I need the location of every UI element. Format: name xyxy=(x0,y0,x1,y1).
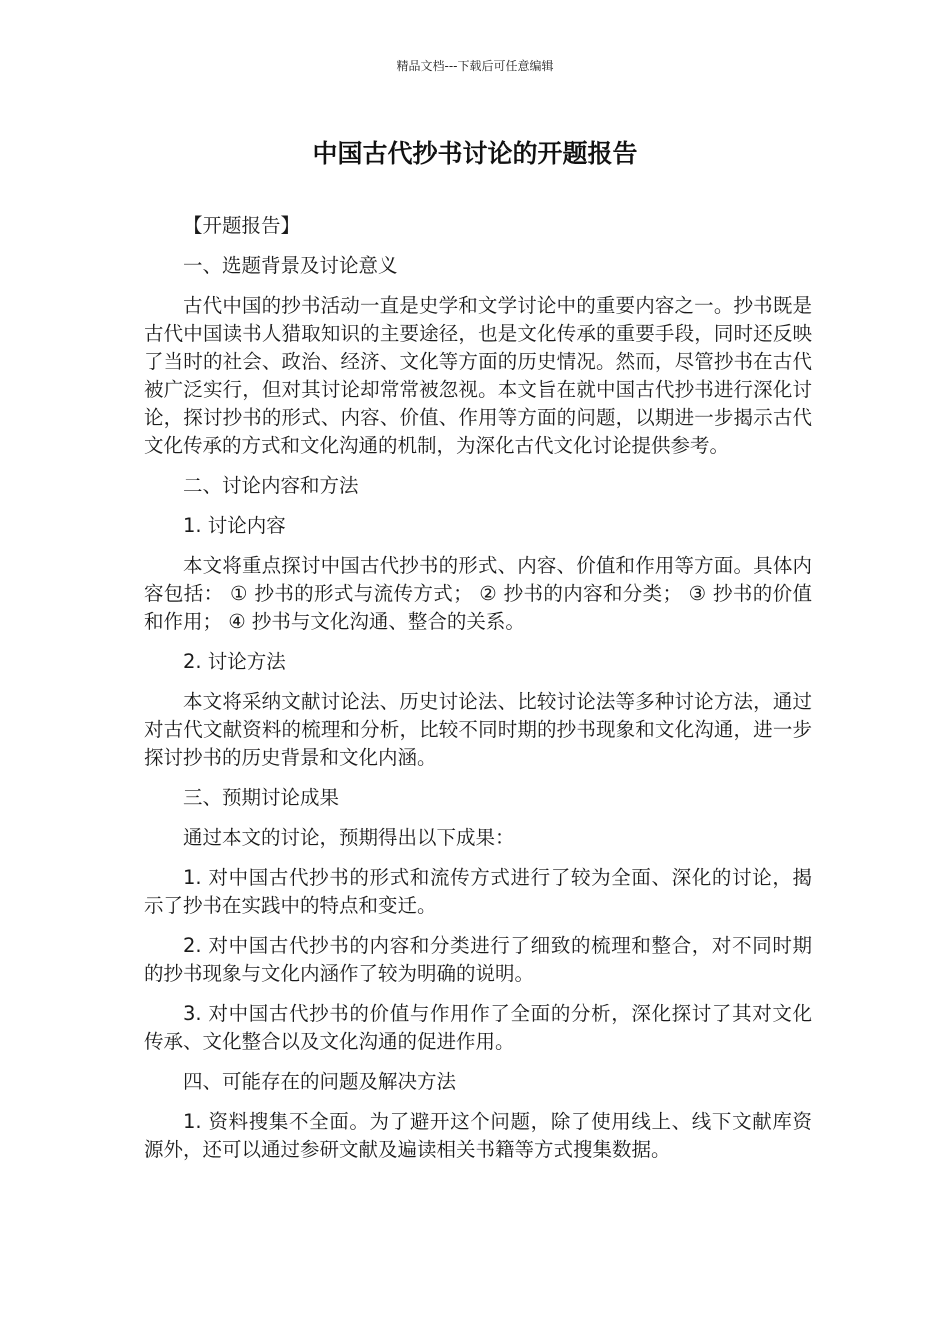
paragraph-results-intro: 通过本文的讨论，预期得出以下成果： xyxy=(183,826,515,849)
paragraph-background: 古代中国的抄书活动一直是史学和文学讨论中的重要内容之一。抄书既是古代中国读书人猎取知识的主要途径，也是文化传承的重要手段，同时还反映了当时的社会、政治、经济、文化等方面的历史情况。然而，尽管抄书在古代被广泛实行，但对其讨论却常常被忽视。本文旨在就中国古代抄书进行深化讨论，探讨抄书的形式、内容、价值、作用等方面的问题，以期进一步揭示古代文化传承的方式和文化沟通的机制，为深化古代文化讨论提供参考。 xyxy=(144,294,812,457)
section-heading-3: 三、预期讨论成果 xyxy=(183,786,340,809)
paragraph-content: 本文将重点探讨中国古代抄书的形式、内容、价值和作用等方面。具体内容包括： ① 抄书的形式与流传方式； ② 抄书的内容和分类； ③ 抄书的价值和作用； ④ 抄书与文化沟通、整合的关系。 xyxy=(144,554,812,633)
subheading-content: 1. 讨论内容 xyxy=(183,514,286,537)
section-heading-2: 二、讨论内容和方法 xyxy=(183,474,359,497)
page-header: 精品文档---下载后可任意编辑 xyxy=(396,59,554,73)
document-title: 中国古代抄书讨论的开题报告 xyxy=(312,139,638,168)
subheading-method: 2. 讨论方法 xyxy=(183,650,286,673)
paragraph-method: 本文将采纳文献讨论法、历史讨论法、比较讨论法等多种讨论方法，通过对古代文献资料的梳理和分析，比较不同时期的抄书现象和文化沟通，进一步探讨抄书的历史背景和文化内涵。 xyxy=(144,690,812,769)
document-body xyxy=(144,212,812,1176)
problem-item-1: 1. 资料搜集不全面。为了避开这个问题，除了使用线上、线下文献库资源外，还可以通过参研文献及遍读相关书籍等方式搜集数据。 xyxy=(144,1110,812,1161)
result-item-2: 2. 对中国古代抄书的内容和分类进行了细致的梳理和整合，对不同时期的抄书现象与文化内涵作了较为明确的说明。 xyxy=(144,934,812,985)
result-item-3: 3. 对中国古代抄书的价值与作用作了全面的分析，深化探讨了其对文化传承、文化整合以及文化沟通的促进作用。 xyxy=(144,1002,812,1053)
section-heading-1: 一、选题背景及讨论意义 xyxy=(183,254,398,277)
section-label: 【开题报告】 xyxy=(183,214,301,237)
result-item-1: 1. 对中国古代抄书的形式和流传方式进行了较为全面、深化的讨论，揭示了抄书在实践中的特点和变迁。 xyxy=(144,866,812,917)
section-heading-4: 四、可能存在的问题及解决方法 xyxy=(183,1070,457,1093)
